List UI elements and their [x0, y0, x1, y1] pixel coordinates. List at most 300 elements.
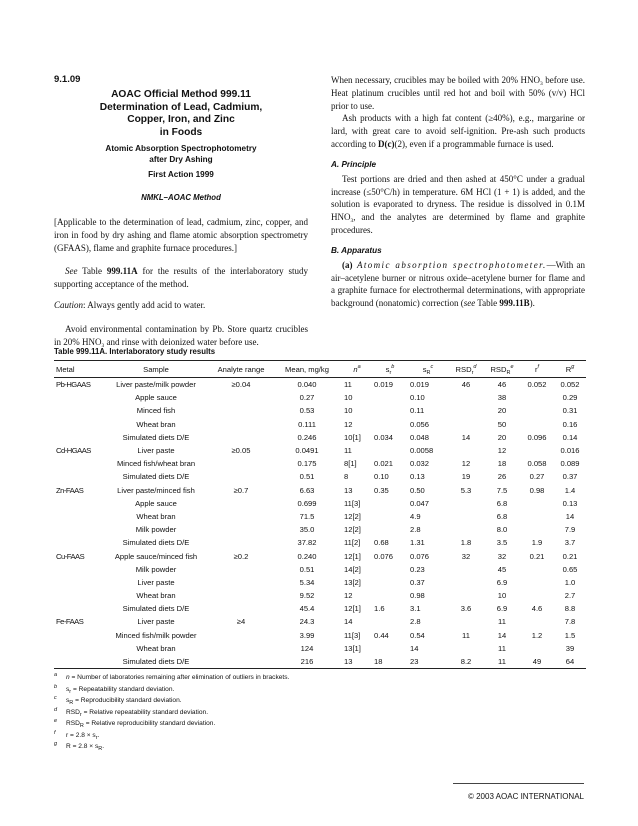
cell-sample: Simulated diets D/E — [122, 538, 190, 548]
principle-text-b: , and the analytes are determined by flame and graphite procedures. — [331, 212, 585, 235]
cell-rsdR: 10 — [497, 591, 507, 601]
cell-rsdr — [448, 642, 484, 655]
footnote — [54, 718, 586, 730]
footnote-text: . — [102, 743, 105, 751]
cell-R: 0.089 — [560, 459, 580, 469]
cell-rsdR: 11 — [498, 617, 506, 627]
cell-rsdr — [448, 497, 484, 510]
cell-rsdr — [448, 589, 484, 602]
cell-range — [210, 391, 272, 404]
cell-sR: 0.11 — [410, 406, 425, 416]
cell-sample: Simulated diets D/E — [122, 604, 190, 614]
cell-n: 14 — [344, 617, 353, 627]
header-mean: Mean, mg/kg — [272, 361, 342, 378]
table-row — [54, 484, 586, 497]
cell-r: 0.058 — [527, 459, 547, 469]
cell-n: 11[2] — [344, 538, 361, 548]
cell-sR: 0.50 — [410, 485, 425, 495]
table-row — [54, 536, 586, 549]
table-row — [54, 602, 586, 615]
cell-sample: Simulated diets D/E — [122, 432, 190, 442]
cell-r: 49 — [520, 655, 554, 669]
cell-r: 0.98 — [529, 485, 545, 495]
cell-n: 8 — [344, 472, 349, 482]
cell-rsdR: 11 — [498, 643, 506, 653]
cell-n: 8[1] — [344, 459, 357, 469]
table-row — [54, 470, 586, 483]
cell-range — [210, 602, 272, 615]
contamination-sub: 3 — [101, 342, 105, 349]
cell-sr: 0.10 — [374, 472, 389, 482]
footnote — [54, 730, 586, 742]
cell-r: 0.096 — [527, 432, 547, 442]
cell-R: 0.29 — [562, 393, 578, 403]
table-row — [54, 655, 586, 669]
cell-rsdR: 11 — [484, 655, 520, 669]
cell-range — [210, 497, 272, 510]
cell-metal — [54, 629, 102, 642]
cell-mean: 0.111 — [298, 419, 316, 429]
fat-content-paragraph — [331, 112, 585, 150]
table-row — [54, 563, 586, 576]
cell-mean: 37.82 — [297, 538, 317, 548]
cell-mean: 216 — [272, 655, 342, 669]
cell-sR: 0.0058 — [410, 446, 434, 456]
cell-sR: 0.019 — [410, 380, 430, 390]
cell-sr — [372, 510, 408, 523]
cell-R: 0.37 — [562, 472, 578, 482]
caution-text: : Always gently add acid to water. — [83, 299, 206, 310]
cell-r — [520, 642, 554, 655]
footnote-symbol: s — [66, 685, 70, 693]
cell-mean: 0.040 — [297, 380, 317, 390]
cell-range — [210, 510, 272, 523]
cell-rsdR: 6.9 — [496, 604, 508, 614]
cell-metal: Pb-HGAAS — [56, 380, 91, 390]
cell-rsdr — [448, 391, 484, 404]
cell-R: 39 — [565, 643, 575, 653]
cell-sample: Milk powder — [135, 525, 177, 535]
apparatus-text: —With an air–acetylene burner or nitrous oxide–acetylene burner for flame and a graphite furnace for electrothermal determinations, with appropriate background (nonatomic) correction ( — [331, 259, 585, 309]
cell-rsdr: 5.3 — [460, 485, 472, 495]
cell-mean: 9.52 — [299, 591, 315, 601]
cell-mean: 0.51 — [299, 472, 315, 482]
cell-R: 2.7 — [564, 591, 576, 601]
cell-sR: 0.047 — [410, 498, 430, 508]
cell-rsdr: 19 — [461, 472, 471, 482]
cell-mean: 35.0 — [299, 525, 315, 535]
cell-metal — [54, 510, 102, 523]
cell-sample: Wheat bran — [136, 643, 176, 653]
footnote-subscript: R — [98, 746, 103, 753]
method-title-block — [54, 89, 308, 202]
apparatus-text-c: Table — [475, 298, 500, 309]
footnote-subscript: r — [95, 734, 98, 741]
cell-sr — [372, 576, 408, 589]
cell-mean: 5.34 — [299, 577, 315, 587]
footnote-text: = Relative repeatability standard deviation. — [81, 708, 209, 716]
cell-rsdR: 20 — [497, 432, 507, 442]
see-mid: Table — [77, 266, 107, 277]
cell-r: 4.6 — [531, 604, 543, 614]
cell-range — [210, 536, 272, 549]
cell-sR: 0.032 — [410, 459, 430, 469]
table-row — [54, 444, 586, 457]
cell-metal — [54, 431, 102, 444]
cell-R: 1.4 — [564, 485, 576, 495]
cell-range — [210, 418, 272, 431]
crucible-paragraph — [331, 74, 585, 112]
table-row — [54, 615, 586, 628]
cell-sr — [372, 444, 408, 457]
table-row — [54, 589, 586, 602]
cell-rsdr: 12 — [461, 459, 471, 469]
cell-n: 12[1] — [344, 551, 361, 561]
cell-metal: Cd-HGAAS — [56, 446, 91, 456]
cell-sR: 0.056 — [410, 419, 430, 429]
cell-rsdR: 8.0 — [496, 525, 508, 535]
principle-sub: 3 — [350, 218, 354, 225]
footnote-subscript: r — [79, 711, 82, 718]
cell-rsdR: 6.9 — [496, 577, 508, 587]
cell-r — [520, 563, 554, 576]
cell-range — [210, 523, 272, 536]
cell-mean: 0.246 — [297, 432, 317, 442]
cell-sR: 0.98 — [410, 591, 425, 601]
cell-mean: 71.5 — [299, 511, 315, 521]
contamination-end: and rinse with deionized water before use. — [104, 336, 259, 347]
principle-heading: A. Principle — [331, 159, 377, 169]
footnote-subscript: r — [69, 688, 72, 695]
cell-range — [210, 563, 272, 576]
cell-metal — [54, 470, 102, 483]
cell-r — [520, 576, 554, 589]
cell-n: 10 — [344, 393, 353, 403]
cell-sR: 14 — [410, 643, 419, 653]
footnote-text: = Repeatability standard deviation. — [71, 685, 175, 693]
cell-sample: Minced fish/milk powder — [115, 630, 197, 640]
cell-mean: 0.51 — [299, 564, 315, 574]
section-number: 9.1.09 — [54, 74, 81, 85]
cell-r — [520, 391, 554, 404]
cell-n: 13[2] — [344, 577, 361, 587]
see-table-paragraph — [54, 265, 308, 291]
page-footer: © 2003 AOAC INTERNATIONAL — [467, 792, 584, 801]
cell-sR: 3.1 — [410, 604, 421, 614]
cell-rsdr — [448, 615, 484, 628]
table-row — [54, 629, 586, 642]
table-row — [54, 576, 586, 589]
cell-sr: 0.034 — [374, 432, 394, 442]
cell-rsdR: 50 — [497, 419, 507, 429]
applicability-paragraph — [54, 216, 308, 254]
cell-rsdr: 46 — [461, 380, 471, 390]
cell-rsdr: 1.8 — [460, 538, 472, 548]
cell-sR: 0.37 — [410, 577, 425, 587]
cell-R: 3.7 — [564, 538, 576, 548]
principle-paragraph — [331, 173, 585, 237]
table-row — [54, 378, 586, 392]
cell-mean: 124 — [300, 643, 314, 653]
footnote-mark: c — [54, 695, 57, 702]
fat-text-b: (2), even if a programmable furnace is used. — [394, 138, 554, 149]
cell-R: 0.14 — [562, 432, 578, 442]
see-text: See — [65, 266, 78, 277]
header-sample: Sample — [102, 361, 210, 378]
table-reference: 999.11B — [499, 298, 530, 309]
cell-range: ≥4 — [236, 617, 246, 627]
cell-sample: Liver paste — [137, 617, 175, 627]
cell-n: 12[2] — [344, 525, 361, 535]
footnote-subscript: R — [69, 700, 74, 707]
procedure-reference: D(c) — [377, 138, 395, 149]
cell-mean: 0.27 — [299, 393, 315, 403]
crucible-sub: 3 — [540, 81, 543, 87]
table-body — [54, 378, 586, 669]
header-R: $R^g$ — [554, 361, 586, 378]
cell-metal — [54, 404, 102, 417]
table-row — [54, 418, 586, 431]
cell-metal — [54, 418, 102, 431]
crucible-text-a: When necessary, crucibles may be boiled with 20% HNO — [331, 75, 541, 85]
cell-sample: Simulated diets D/E — [102, 655, 210, 669]
cell-metal — [54, 563, 102, 576]
footnote-subscript: R — [79, 723, 84, 730]
cell-R: 14 — [565, 511, 575, 521]
header-r: $r^f$ — [520, 361, 554, 378]
footnote-mark: d — [54, 706, 58, 713]
cell-n: 11[3] — [344, 630, 361, 640]
cell-sR: 0.048 — [410, 432, 430, 442]
apparatus-text-d: ). — [529, 298, 535, 309]
title-line-3: in Foods — [159, 126, 203, 138]
cell-rsdR: 46 — [497, 380, 507, 390]
footnote-symbol: RSD — [66, 720, 80, 728]
cell-range: ≥0.04 — [231, 380, 251, 390]
footnote — [54, 741, 586, 753]
cell-rsdR: 26 — [497, 472, 507, 482]
cell-metal: Fe-FAAS — [56, 617, 84, 627]
cell-sample: Liver paste/minced fish — [117, 485, 195, 495]
header-n: $n^a$ — [342, 361, 372, 378]
caution-label: Caution — [54, 299, 84, 310]
cell-mean: 0.0491 — [295, 446, 319, 456]
cell-R: 0.65 — [562, 564, 578, 574]
cell-range: ≥0.05 — [231, 446, 251, 456]
method-origin: NMKL–AOAC Method — [141, 193, 221, 202]
cell-r — [520, 444, 554, 457]
title-line-1: Determination of Lead, Cadmium, — [99, 101, 263, 113]
cell-R: 7.9 — [564, 525, 576, 535]
cell-range — [210, 404, 272, 417]
cell-R: 0.13 — [562, 498, 578, 508]
cell-r: 0.21 — [529, 551, 545, 561]
cell-range — [210, 655, 272, 669]
table-footnotes — [54, 672, 586, 753]
cell-rsdR: 14 — [497, 630, 507, 640]
cell-sR: 2.8 — [410, 525, 421, 535]
cell-sr: 18 — [372, 655, 408, 669]
cell-metal: Zn-FAAS — [56, 485, 84, 495]
header-rsdr: $RSD_r^d$ — [448, 361, 484, 378]
cell-range: ≥0.2 — [233, 551, 249, 561]
applicability-text: [Applicable to the determination of lead, cadmium, zinc, copper, and iron in food by dry ashing and flame atomic absorption spectrometry (GFAAS), flame and graphite furnace procedures.] — [54, 217, 308, 253]
cell-mean: 24.3 — [299, 617, 315, 627]
cell-mean: 0.175 — [297, 459, 317, 469]
cell-mean: 0.240 — [297, 551, 317, 561]
cell-sr: 1.6 — [374, 604, 385, 614]
cell-rsdR: 18 — [497, 459, 507, 469]
footnote — [54, 672, 586, 684]
header-sR: $s_R^c$ — [408, 361, 448, 378]
footnote-symbol: RSD — [66, 708, 80, 716]
cell-sr — [372, 391, 408, 404]
cell-sample: Minced fish — [136, 406, 176, 416]
cell-sample: Simulated diets D/E — [122, 472, 190, 482]
cell-sr — [372, 615, 408, 628]
cell-rsdr — [448, 523, 484, 536]
footnote-mark: f — [54, 729, 56, 736]
cell-sR: 23 — [408, 655, 448, 669]
table-row — [54, 642, 586, 655]
table-row — [54, 391, 586, 404]
table-row — [54, 457, 586, 470]
cell-rsdr: 32 — [461, 551, 471, 561]
table-reference: 999.11A — [106, 266, 138, 277]
cell-r — [520, 589, 554, 602]
cell-n: 10[1] — [344, 432, 361, 442]
cell-sr: 0.076 — [374, 551, 394, 561]
cell-rsdr — [448, 576, 484, 589]
footnote — [54, 707, 586, 719]
apparatus-heading: B. Apparatus — [331, 245, 382, 255]
cell-r — [520, 497, 554, 510]
results-table — [54, 360, 586, 669]
left-column — [54, 74, 308, 348]
cell-R: 64 — [554, 655, 586, 669]
header-metal: Metal — [54, 361, 102, 378]
header-rsdR: $RSD_R^e$ — [484, 361, 520, 378]
contamination-text: Avoid environmental contamination by Pb. Store quartz crucibles in 20% HNO — [54, 323, 308, 347]
cell-mean: 45.4 — [299, 604, 315, 614]
cell-n: 11 — [344, 380, 352, 390]
cell-sr — [372, 523, 408, 536]
cell-sample: Milk powder — [135, 564, 177, 574]
cell-rsdr — [448, 563, 484, 576]
cell-rsdR: 6.8 — [496, 511, 508, 521]
cell-sr: 0.019 — [374, 380, 394, 390]
cell-sr — [372, 404, 408, 417]
cell-rsdr — [448, 404, 484, 417]
cell-r: 0.27 — [529, 472, 545, 482]
results-table-section — [54, 347, 586, 753]
table-row — [54, 497, 586, 510]
cell-sr — [372, 642, 408, 655]
table-row — [54, 523, 586, 536]
cell-sample: Liver paste — [137, 446, 175, 456]
cell-rsdr: 11 — [462, 630, 470, 640]
header-sr: $s_r^b$ — [372, 361, 408, 378]
cell-rsdr: 3.6 — [460, 604, 472, 614]
cell-R: 0.016 — [560, 446, 580, 456]
cell-sample: Minced fish/wheat bran — [116, 459, 196, 469]
cell-range — [210, 431, 272, 444]
cell-sr — [372, 563, 408, 576]
cell-range: ≥0.7 — [233, 485, 249, 495]
footnote-text: = Relative reproducibility standard deviation. — [83, 720, 216, 728]
cell-metal: Cu-FAAS — [56, 551, 85, 561]
cell-sample: Apple sauce/minced fish — [114, 551, 198, 561]
cell-sample: Apple sauce — [135, 498, 177, 508]
method-title: AOAC Official Method 999.11 — [111, 89, 251, 100]
cell-range — [210, 629, 272, 642]
footnote-mark: e — [54, 718, 58, 725]
cell-rsdR: 12 — [497, 446, 507, 456]
cell-R: 0.16 — [562, 419, 578, 429]
cell-sR: 4.9 — [410, 511, 421, 521]
header-range: Analyte range — [210, 361, 272, 378]
footnote-mark: b — [54, 683, 58, 690]
cell-mean: 3.99 — [299, 630, 315, 640]
cell-metal — [54, 391, 102, 404]
cell-mean: 0.53 — [299, 406, 315, 416]
cell-sR: 0.13 — [410, 472, 425, 482]
contamination-paragraph — [54, 323, 308, 349]
cell-sample: Wheat bran — [136, 511, 176, 521]
cell-rsdR: 32 — [497, 551, 507, 561]
footnote-mark: g — [54, 741, 58, 748]
cell-sample: Liver paste/milk powder — [116, 380, 196, 390]
cell-n: 10 — [344, 406, 353, 416]
cell-rsdr — [448, 510, 484, 523]
cell-R: 0.052 — [560, 380, 580, 390]
apparatus-item-label: (a) — [342, 259, 353, 270]
cell-metal — [54, 576, 102, 589]
cell-sample: Apple sauce — [135, 393, 177, 403]
cell-n: 12[1] — [344, 604, 361, 614]
cell-r — [520, 615, 554, 628]
footnote-symbol: s — [66, 697, 70, 705]
cell-sr: 0.44 — [374, 630, 389, 640]
cell-sR: 1.31 — [410, 538, 425, 548]
cell-r: 0.052 — [527, 380, 547, 390]
table-title: Table 999.11A. Interlaboratory study results — [54, 347, 216, 356]
cell-n: 11 — [344, 446, 352, 456]
cell-range — [210, 457, 272, 470]
title-line-2: Copper, Iron, and Zinc — [127, 114, 235, 125]
cell-r — [520, 404, 554, 417]
footnote — [54, 695, 586, 707]
cell-n: 14[2] — [344, 564, 361, 574]
cell-rsdr — [448, 418, 484, 431]
footnote-symbol: r = 2.8 × s — [66, 731, 96, 739]
table-row — [54, 510, 586, 523]
table-row — [54, 549, 586, 562]
cell-sr: 0.35 — [374, 485, 389, 495]
cell-rsdr — [448, 444, 484, 457]
cell-sR: 0.076 — [410, 551, 430, 561]
cell-sr — [372, 589, 408, 602]
cell-metal — [54, 589, 102, 602]
cell-r — [520, 418, 554, 431]
cell-n: 12 — [344, 591, 353, 601]
cell-sR: 2.8 — [410, 617, 421, 627]
cell-R: 7.8 — [564, 617, 576, 627]
cell-metal — [54, 655, 102, 669]
cell-rsdR: 3.5 — [496, 538, 508, 548]
cell-sample: Wheat bran — [136, 419, 176, 429]
cell-range — [210, 576, 272, 589]
